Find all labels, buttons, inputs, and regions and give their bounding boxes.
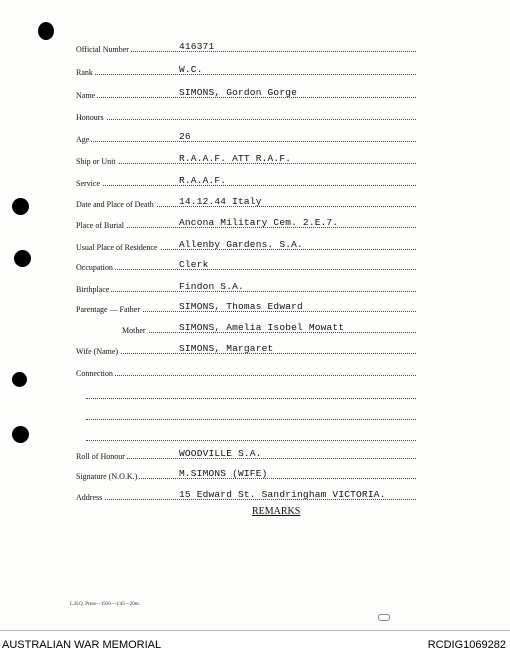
field-burial [76,214,416,232]
field-value: 416371 [179,41,215,52]
paper-mark [378,614,390,621]
field-label: Wife (Name) [76,347,119,356]
field-value: R.A.A.F. ATT R.A.F. [179,153,292,164]
field-age [76,128,416,146]
field-label: Parentage — Father [76,305,140,314]
dotted-line [76,291,416,292]
field-label: Name [76,91,96,100]
field-value: 14.12.44 Italy [179,196,262,207]
punch-hole [14,250,31,267]
field-value: 15 Edward St. Sandringham VICTORIA. [179,489,386,500]
dotted-line [76,185,416,186]
field-wife [76,340,416,358]
record-id: RCDIG1069282 [427,639,506,651]
punch-hole [12,426,29,443]
field-value: Clerk [179,259,209,270]
field-label: Official Number [76,45,129,54]
field-value: Findon S.A. [179,281,244,292]
remarks-heading: REMARKS [252,506,301,517]
connection-blank-line [86,427,416,445]
field-label: Roll of Honour [76,452,125,461]
field-death [76,193,416,211]
connection-blank-line [86,406,416,424]
field-label: Connection [76,369,113,378]
field-label: Honours [76,113,104,122]
field-rank [76,61,416,79]
field-label: Ship or Unit [76,157,116,166]
dotted-line [76,375,416,376]
field-label: Service [76,179,100,188]
field-label: Address [76,493,103,502]
field-official-number [76,38,416,56]
field-value: WOODVILLE S.A. [179,448,262,459]
field-value: R.A.A.F. [179,175,227,186]
field-label: Date and Place of Death [76,200,154,209]
field-occupation [76,256,416,274]
field-label: Place of Burial [76,221,124,230]
field-value: M.SIMONS (WIFE) [179,468,268,479]
field-connection [76,362,416,380]
field-mother [76,319,416,337]
field-label: Usual Place of Residence [76,243,158,252]
field-value: SIMONS, Amelia Isobel Mowatt [179,322,345,333]
field-label: Occupation [76,263,113,272]
field-label: Age [76,135,90,144]
field-ship-or-unit [76,150,416,168]
dotted-line [86,440,416,441]
field-value: SIMONS, Gordon Gorge [179,87,298,98]
field-value: W.C. [179,64,203,75]
field-father [76,298,416,316]
field-value: SIMONS, Margaret [179,343,274,354]
dotted-line [76,269,416,270]
field-residence [76,236,416,254]
field-value: SIMONS, Thomas Edward [179,301,303,312]
field-value: Allenby Gardens. S.A. [179,239,303,250]
dotted-line [76,74,416,75]
field-name [76,84,416,102]
field-value: 26 [179,131,191,142]
punch-hole [12,372,27,387]
printer-imprint: L.H.Q. Press—1926—1/45—20m. [70,602,140,607]
field-label: Rank [76,68,93,77]
archive-footer [0,630,510,655]
field-honours [76,106,416,124]
field-value: Ancona Military Cem. 2.E.7. [179,217,339,228]
field-label: Signature (N.O.K.) [76,472,138,481]
punch-hole [12,198,29,215]
field-label: Mother [122,326,146,335]
field-signature [76,465,416,483]
dotted-line [76,119,416,120]
dotted-line [86,419,416,420]
archive-name: AUSTRALIAN WAR MEMORIAL [2,639,162,651]
field-birthplace [76,278,416,296]
dotted-line [76,141,416,142]
field-address [76,486,416,504]
connection-blank-line [86,385,416,403]
field-roll-of-honour [76,445,416,463]
punch-hole [38,22,54,40]
field-label: Birthplace [76,285,110,294]
field-service [76,172,416,190]
dotted-line [86,398,416,399]
